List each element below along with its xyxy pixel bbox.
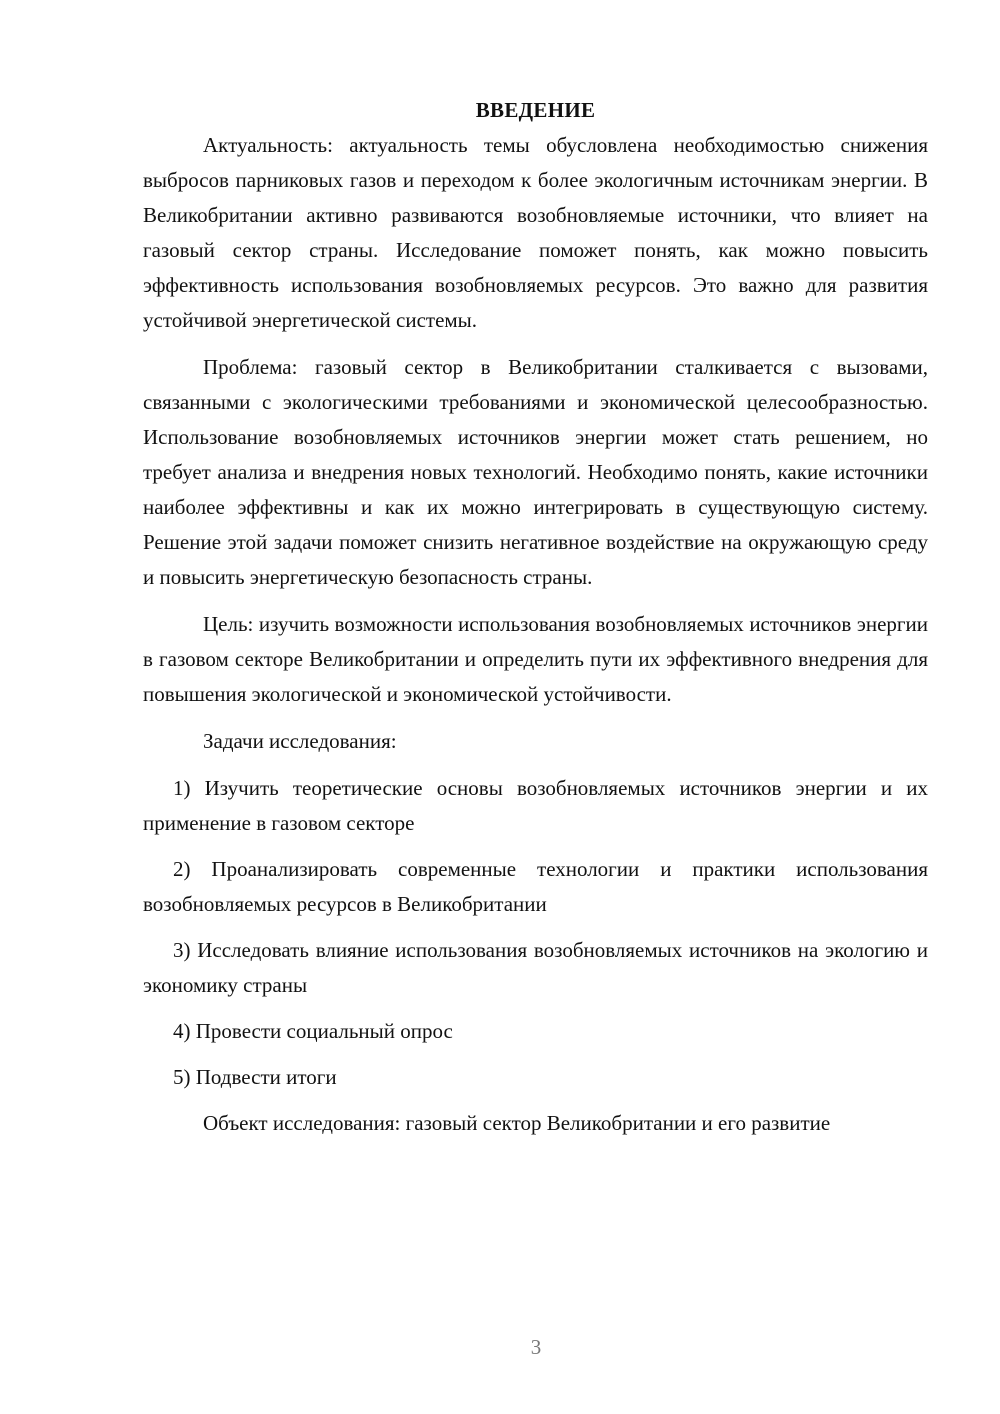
tasks-heading: Задачи исследования: [203, 729, 397, 753]
task-item-2: 2) Проанализировать современные технологии и практики использования возобновляемых ресурсов в Великобритании [143, 857, 928, 916]
task-item-4: 4) Провести социальный опрос [173, 1019, 453, 1043]
task-item-5: 5) Подвести итоги [173, 1065, 337, 1089]
relevance-paragraph: Актуальность: актуальность темы обусловлена необходимостью снижения выбросов парниковых газов и переходом к более экологичным источникам энергии. В Великобритании активно развиваются возобновляемые источники, что влияет на газовый сектор страны. Исследование поможет понять, как можно повысить эффективность использования возобновляемых ресурсов. Это важно для развития устойчивой энергетической системы. [143, 133, 928, 332]
object-paragraph: Объект исследования: газовый сектор Великобритании и его развитие [203, 1111, 831, 1135]
task-item-1: 1) Изучить теоретические основы возобновляемых источников энергии и их применение в газовом секторе [143, 776, 928, 835]
page-content [143, 93, 928, 1153]
page-number: 3 [530, 1335, 542, 1359]
problem-paragraph: Проблема: газовый сектор в Великобритании сталкивается с вызовами, связанными с экологическими требованиями и экономической целесообразностью. Использование возобновляемых источников энергии может стать решением, но требует анализа и внедрения новых технологий. Необходимо понять, какие источники наиболее эффективны и как их можно интегрировать в существующую систему. Решение этой задачи поможет снизить негативное воздействие на окружающую среду и повысить энергетическую безопасность страны. [143, 355, 928, 589]
goal-paragraph: Цель: изучить возможности использования возобновляемых источников энергии в газовом секторе Великобритании и определить пути их эффективного внедрения для повышения экологической и экономической устойчивости. [143, 612, 928, 706]
task-item-3: 3) Исследовать влияние использования возобновляемых источников на экологию и экономику страны [143, 938, 928, 997]
section-title: ВВЕДЕНИЕ [475, 98, 596, 122]
